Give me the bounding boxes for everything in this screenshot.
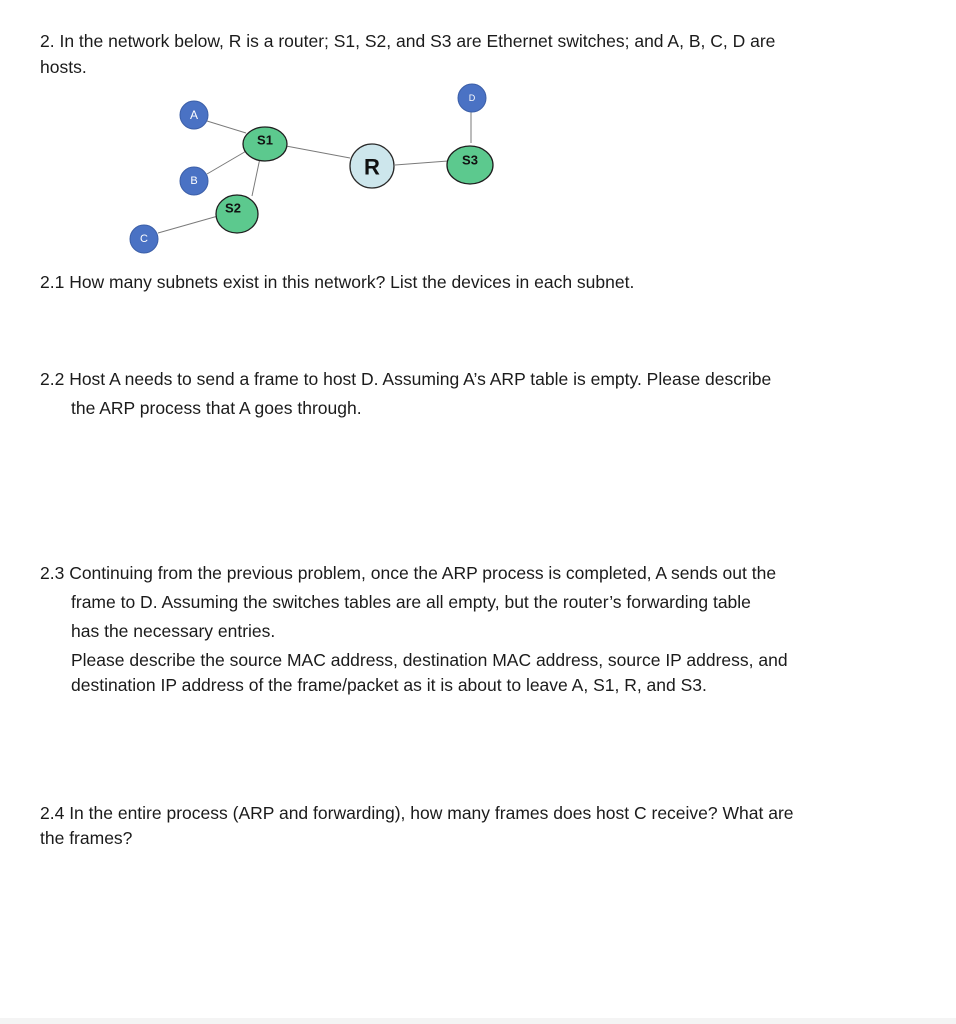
link-c-s2 (158, 216, 218, 233)
host-c (130, 225, 158, 253)
router-r (350, 144, 394, 188)
link-a-s1 (207, 121, 246, 133)
link-s1-r (286, 146, 350, 158)
link-r-s3 (395, 161, 448, 165)
q21-line-1: 2.1 How many subnets exist in this network? List the devices in each subnet. (40, 272, 635, 292)
switch-s1 (243, 127, 287, 161)
page-bottom-edge (0, 1018, 956, 1024)
host-b-label: B (190, 175, 198, 187)
question-2-4 (40, 800, 870, 850)
q22-line-1: 2.2 Host A needs to send a frame to host D. Assuming A’s ARP table is empty. Please describe (40, 369, 772, 389)
router-r-label: R (364, 154, 380, 180)
network-diagram (0, 0, 956, 270)
q23-line-2: frame to D. Assuming the switches tables are all empty, but the router’s forwarding table (71, 592, 751, 612)
switch-s3-label: S3 (462, 152, 478, 168)
question-2-1 (40, 269, 920, 295)
q23-line-5: destination IP address of the frame/packet as it is about to leave A, S1, R, and S3. (71, 675, 707, 695)
switch-s1-label: S1 (257, 132, 273, 148)
intro-line-1: 2. In the network below, R is a router; S1, S2, and S3 are Ethernet switches; and A, B, C, D are (40, 31, 776, 51)
switch-s2-label: S2 (225, 200, 241, 216)
host-b (180, 167, 208, 195)
host-a (180, 101, 208, 129)
q23-line-4: Please describe the source MAC address, destination MAC address, source IP address, and (71, 650, 788, 670)
q23-line-1: 2.3 Continuing from the previous problem, once the ARP process is completed, A sends out the (40, 563, 777, 583)
q23-line-3: has the necessary entries. (71, 621, 276, 641)
q22-line-2: the ARP process that A goes through. (71, 398, 362, 418)
host-c-label: C (140, 233, 148, 245)
host-a-label: A (189, 108, 199, 122)
intro-line-2: hosts. (40, 57, 87, 77)
question-2-3 (40, 560, 860, 697)
switch-s3 (447, 146, 493, 184)
link-b-s1 (207, 150, 248, 174)
host-d-label: D (468, 93, 476, 103)
q24-line-1: 2.4 In the entire process (ARP and forwarding), how many frames does host C receive? What are (40, 803, 794, 823)
switch-s2 (216, 195, 258, 233)
question-2-2 (40, 366, 840, 421)
q24-line-2: the frames? (40, 828, 133, 848)
host-d (458, 84, 486, 112)
link-s2-s1 (252, 158, 260, 196)
